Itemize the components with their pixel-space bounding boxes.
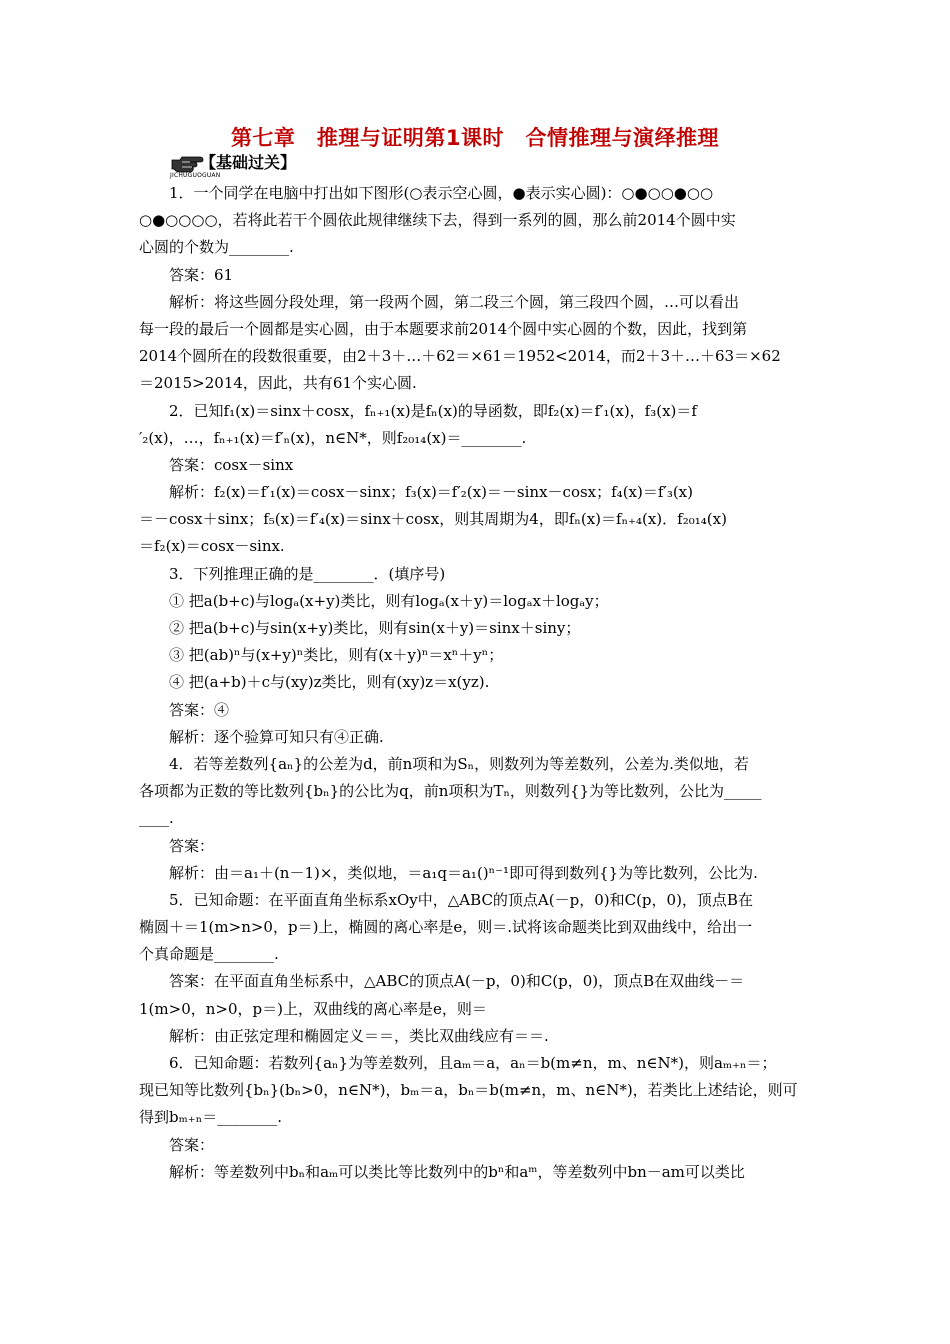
text-line: ′₂(x)，…，fₙ₊₁(x)＝f′ₙ(x)，n∈N*，则f₂₀₁₄(x)＝________. <box>139 428 527 447</box>
text-line: 答案：cosx－sinx <box>169 455 294 474</box>
text-line: 个真命题是________. <box>139 945 279 964</box>
text-line: 3．下列推理正确的是________．(填序号) <box>169 564 446 583</box>
text-line: 答案：在平面直角坐标系中，△ABC的顶点A(－p，0)和C(p，0)，顶点B在双曲线－＝ <box>169 972 745 991</box>
text-line: 解析：逐个验算可知只有④正确. <box>169 727 384 746</box>
text-line: 4．若等差数列{aₙ}的公差为d，前n项和为Sₙ，则数列为等差数列，公差为.类似地，若 <box>169 754 749 773</box>
text-line: 2．已知f₁(x)＝sinx＋cosx，fₙ₊₁(x)是fₙ(x)的导函数，即f₂(x)＝f′₁(x)，f₃(x)＝f <box>169 401 697 420</box>
text-line: ＝2015>2014，因此，共有61个实心圆. <box>139 374 417 393</box>
text-line: 答案：61 <box>169 265 234 284</box>
text-line: ＝f₂(x)＝cosx－sinx. <box>139 537 285 556</box>
text-line: 解析：由＝a₁＋(n－1)×，类似地，＝a₁q＝a₁()ⁿ⁻¹即可得到数列{}为等比数列，公比为. <box>169 863 758 882</box>
text-line: 每一段的最后一个圆都是实心圆，由于本题要求前2014个圆中实心圆的个数，因此，找到第 <box>139 319 748 338</box>
text-line: ③ 把(ab)ⁿ与(x+y)ⁿ类比，则有(x＋y)ⁿ＝xⁿ＋yⁿ； <box>169 646 504 665</box>
text-line: 解析：f₂(x)＝f′₁(x)＝cosx－sinx；f₃(x)＝f′₂(x)＝－sinx－cosx；f₄(x)＝f′₃(x) <box>169 483 693 502</box>
text-line: ○●○○○○，若将此若干个圆依此规律继续下去，得到一系列的圆，那么前2014个圆中实 <box>139 211 736 230</box>
text-line: ① 把a(b+c)与logₐ(x+y)类比，则有logₐ(x＋y)＝logₐx＋logₐy； <box>169 591 609 610</box>
text-line: 现已知等比数列{bₙ}(bₙ>0，n∈N*)，bₘ＝a，bₙ＝b(m≠n，m、n∈N*)，若类比上述结论，则可 <box>139 1081 798 1100</box>
document-body <box>139 180 815 1186</box>
text-line: 各项都为正数的等比数列{bₙ}的公比为q，前n项积为Tₙ，则数列{}为等比数列，公比为_____ <box>139 782 762 801</box>
section-badge <box>170 150 320 182</box>
text-line: 1(m>0，n>0，p＝)上，双曲线的离心率是e，则＝ <box>139 999 487 1018</box>
page-title: 第七章 推理与证明第1课时 合情推理与演绎推理 <box>230 126 720 150</box>
text-line: 2014个圆所在的段数很重要，由2＋3＋…＋62＝×61＝1952<2014，而2＋3＋…＋63＝×62 <box>139 347 781 366</box>
text-line: 解析：将这些圆分段处理，第一段两个圆，第二段三个圆，第三段四个圆，…可以看出 <box>169 292 740 311</box>
text-line: 答案： <box>169 1135 215 1154</box>
section-badge-label: 【基础过关】 <box>200 153 297 172</box>
text-line: 得到bₘ₊ₙ＝________. <box>139 1108 282 1127</box>
section-badge-pinyin: JICHUGUOGUAN <box>170 172 221 179</box>
text-line: 6．已知命题：若数列{aₙ}为等差数列，且aₘ＝a，aₙ＝b(m≠n，m、n∈N*)，则aₘ₊ₙ＝； <box>169 1054 777 1072</box>
text-line: 椭圆＋＝1(m>n>0，p＝)上，椭圆的离心率是e，则＝.试将该命题类比到双曲线中，给出一 <box>139 918 753 937</box>
text-line: ____. <box>139 809 174 828</box>
text-line: ④ 把(a+b)＋c与(xy)z类比，则有(xy)z＝x(yz). <box>169 673 490 692</box>
text-line: 解析：等差数列中bₙ和aₘ可以类比等比数列中的bⁿ和aᵐ，等差数列中bn－am可以类比 <box>169 1162 745 1181</box>
text-line: 心圆的个数为________. <box>139 238 294 257</box>
text-line: 答案：④ <box>169 700 230 719</box>
text-line: 1．一个同学在电脑中打出如下图形(○表示空心圆，●表示实心圆)：○●○○●○○ <box>169 184 714 202</box>
text-line: ② 把a(b+c)与sin(x+y)类比，则有sin(x＋y)＝sinx＋siny； <box>169 619 581 637</box>
text-line: 5．已知命题：在平面直角坐标系xOy中，△ABC的顶点A(－p，0)和C(p，0)，顶点B在 <box>169 890 753 909</box>
text-line: ＝－cosx＋sinx；f₅(x)＝f′₄(x)＝sinx＋cosx，则其周期为4，即fₙ(x)＝fₙ₊₄(x)．f₂₀₁₄(x) <box>139 510 727 529</box>
text-line: 解析：由正弦定理和椭圆定义＝＝，类比双曲线应有＝＝. <box>169 1026 549 1045</box>
text-line: 答案： <box>169 836 215 855</box>
